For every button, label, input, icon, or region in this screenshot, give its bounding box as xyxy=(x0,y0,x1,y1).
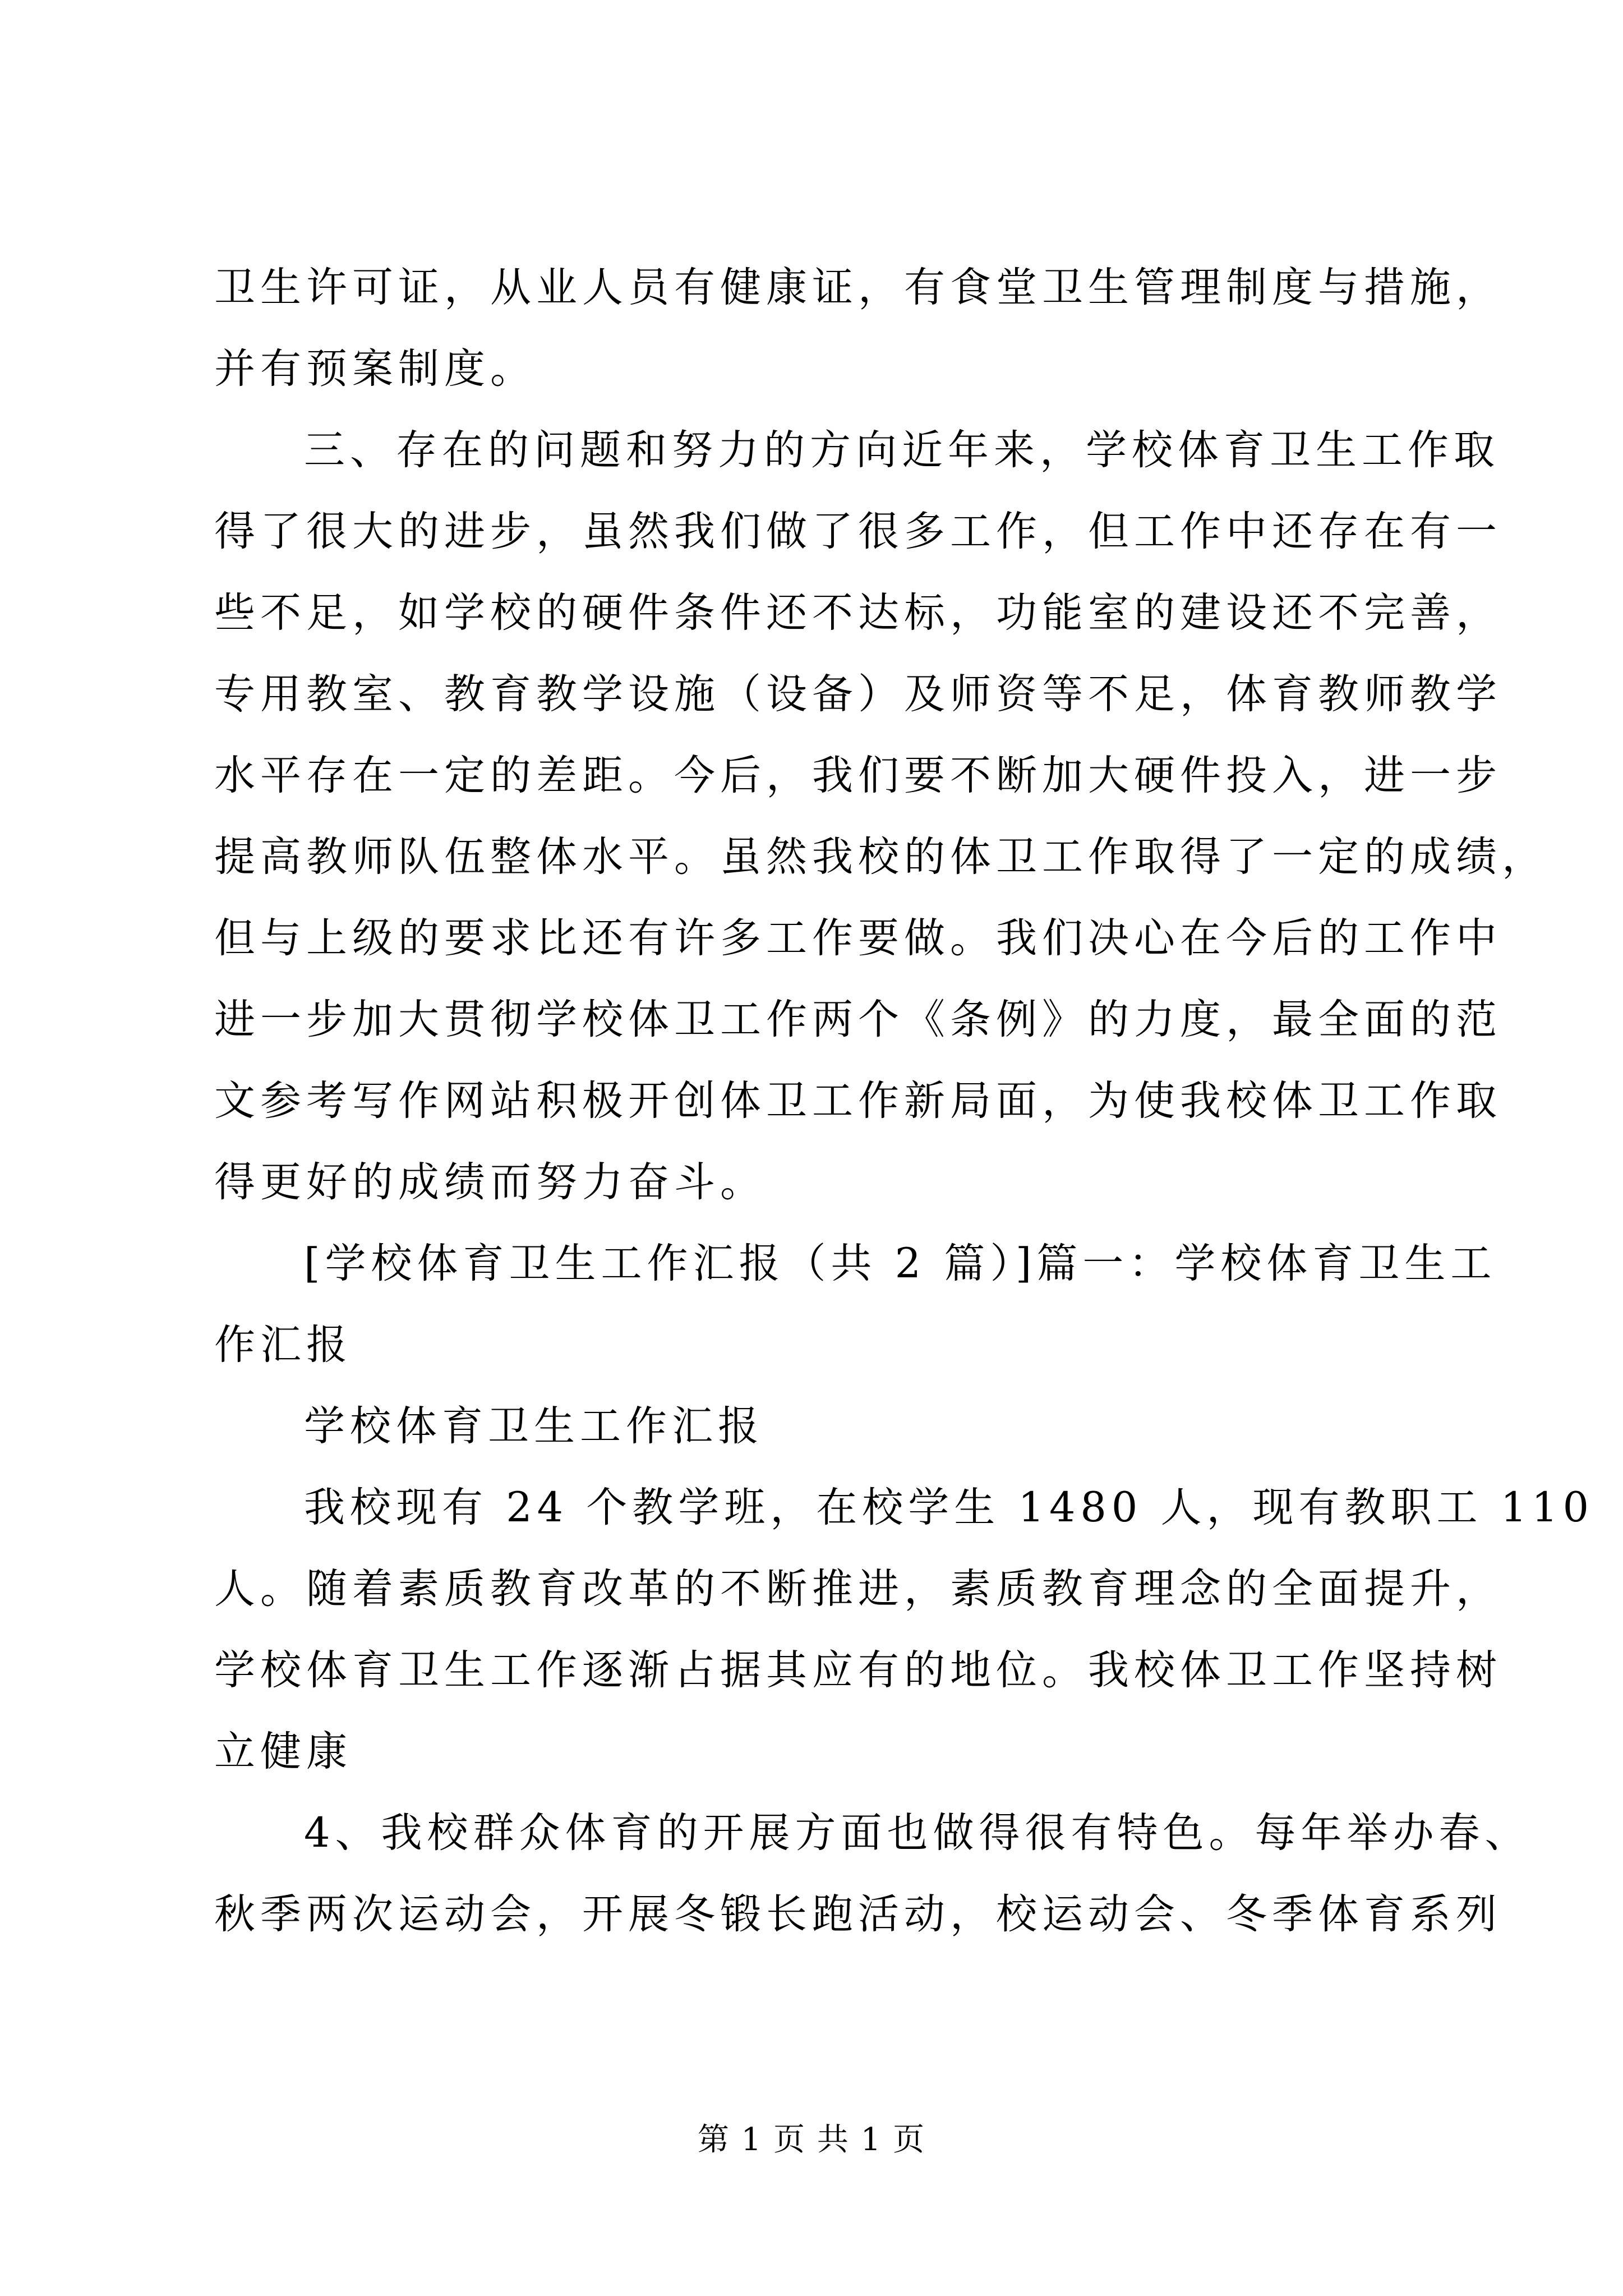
text-line: 4、我校群众体育的开展方面也做得很有特色。每年举办春、 xyxy=(304,1809,1531,1857)
body-paragraphs xyxy=(214,247,1594,1955)
text-line: 但与上级的要求比还有许多工作要做。我们决心在今后的工作中 xyxy=(214,914,1502,962)
page-footer xyxy=(0,2115,1623,2160)
text-line: 三、存在的问题和努力的方向近年来，学校体育卫生工作取 xyxy=(304,426,1500,474)
text-line: 秋季两次运动会，开展冬锻长跑活动，校运动会、冬季体育系列 xyxy=(214,1890,1502,1938)
text-line: 水平存在一定的差距。今后，我们要不断加大硬件投入，进一步 xyxy=(214,752,1502,799)
text-line: 文参考写作网站积极开创体卫工作新局面，为使我校体卫工作取 xyxy=(214,1077,1502,1125)
text-line: 得了很大的进步，虽然我们做了很多工作，但工作中还存在有一 xyxy=(214,508,1502,555)
text-line: 卫生许可证，从业人员有健康证，有食堂卫生管理制度与措施， xyxy=(214,264,1502,311)
text-line: 学校体育卫生工作逐渐占据其应有的地位。我校体卫工作坚持树 xyxy=(214,1646,1502,1694)
text-line: 人。随着素质教育改革的不断推进，素质教育理念的全面提升， xyxy=(214,1565,1502,1613)
text-line: 些不足，如学校的硬件条件还不达标，功能室的建设还不完善， xyxy=(214,589,1502,637)
text-line: 作汇报 xyxy=(214,1321,352,1369)
text-line: [学校体育卫生工作汇报（共 2 篇）]篇一：学校体育卫生工 xyxy=(304,1240,1497,1287)
text-line: 我校现有 24 个教学班，在校学生 1480 人，现有教职工 110 xyxy=(304,1484,1594,1531)
text-line: 立健康 xyxy=(214,1728,352,1775)
document-body xyxy=(214,247,1594,1955)
section-heading: 学校体育卫生工作汇报 xyxy=(304,1402,764,1450)
text-line: 提高教师队伍整体水平。虽然我校的体卫工作取得了一定的成绩， xyxy=(214,833,1548,881)
page-number-label: 第 1 页 共 1 页 xyxy=(697,2122,926,2158)
text-line: 进一步加大贯彻学校体卫工作两个《条例》的力度，最全面的范 xyxy=(214,996,1502,1043)
text-line: 得更好的成绩而努力奋斗。 xyxy=(214,1158,766,1206)
text-line: 并有预案制度。 xyxy=(214,345,536,393)
text-line: 专用教室、教育教学设施（设备）及师资等不足，体育教师教学 xyxy=(214,670,1502,718)
